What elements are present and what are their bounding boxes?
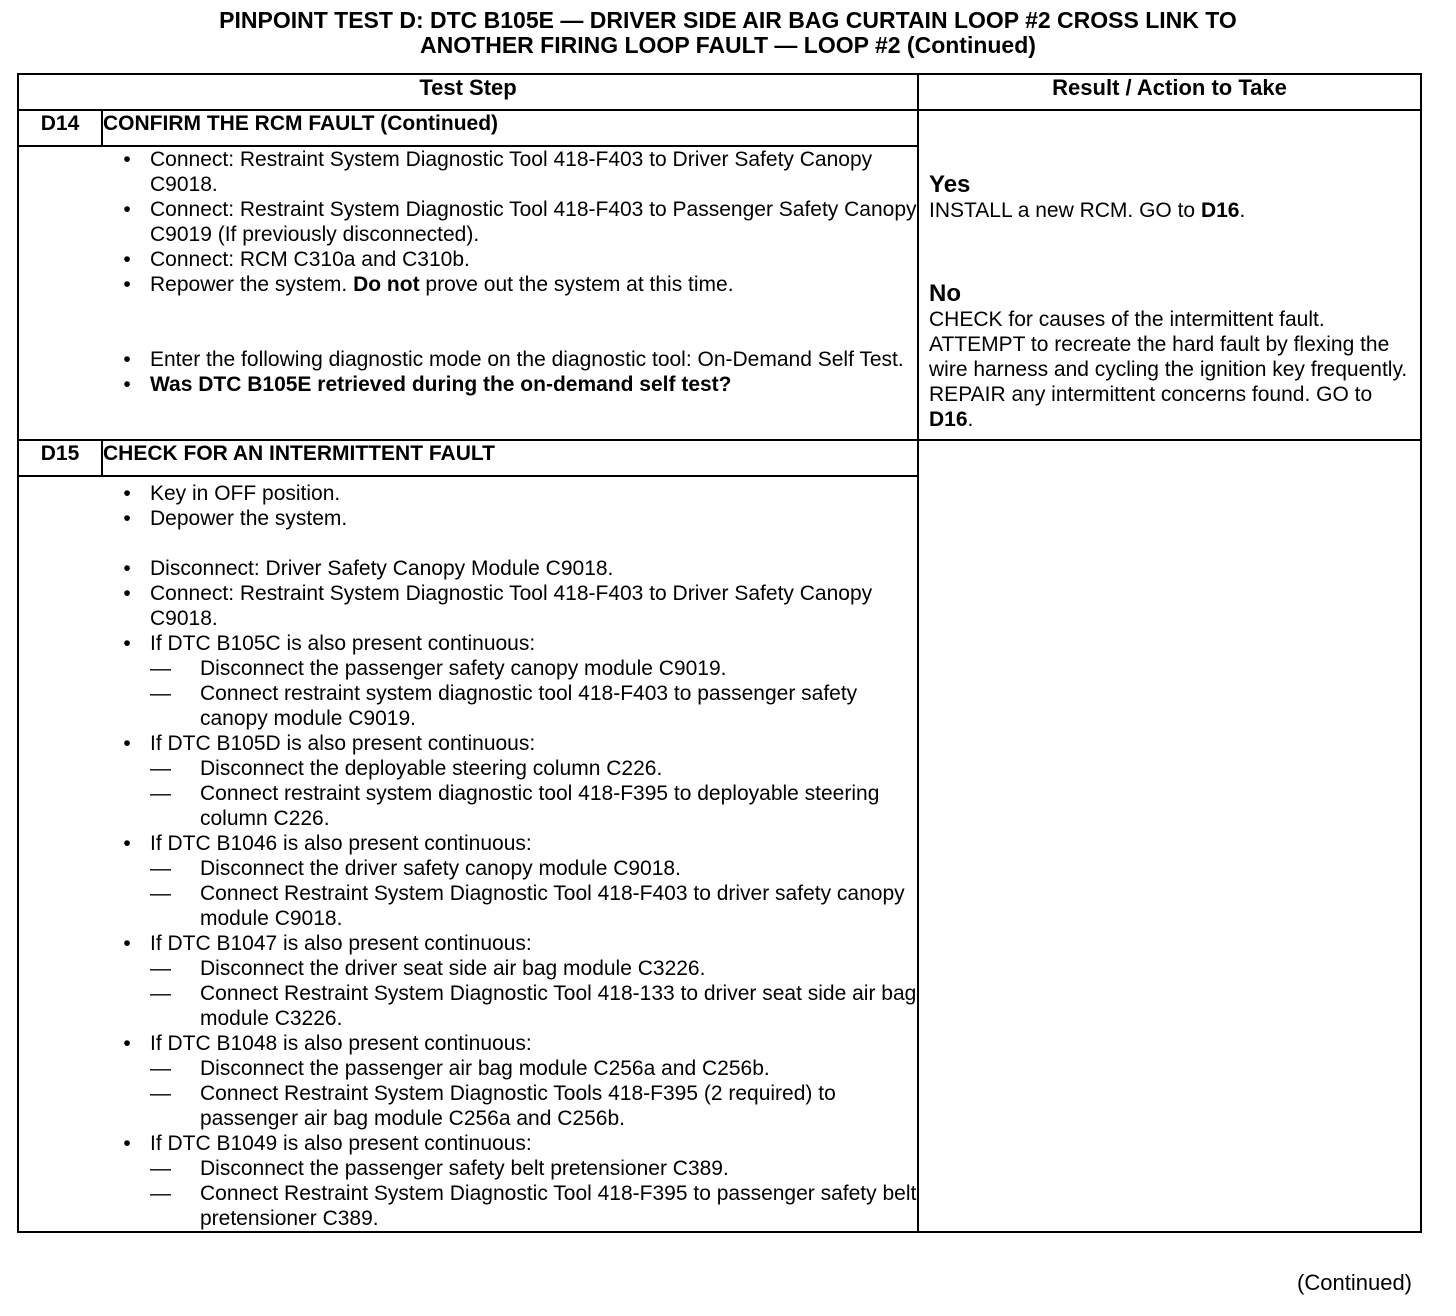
- table-header-row: [18, 74, 1421, 110]
- list-item: • Disconnect: Driver Safety Canopy Module C9018.: [123, 557, 614, 580]
- sub-list-item: — Disconnect the passenger air bag module C256a and C256b.: [150, 1057, 770, 1080]
- no-goto-step: D16: [929, 408, 968, 431]
- step-row-d14: [18, 110, 1421, 146]
- sub-list-item: — Connect restraint system diagnostic tool 418-F403 to passenger safety canopy module C9019.: [150, 682, 858, 730]
- step-title-d14: CONFIRM THE RCM FAULT (Continued): [102, 110, 918, 146]
- step-number-d15: D15: [18, 440, 102, 476]
- pinpoint-test-table: [17, 73, 1422, 1233]
- list-item-condition: • If DTC B105D is also present continuous:: [123, 732, 536, 755]
- list-item: • Repower the system. Do not prove out the system at this time.: [123, 273, 734, 296]
- result-cell-d15: [918, 440, 1421, 1232]
- list-item-condition: • If DTC B1046 is also present continuous:: [123, 832, 532, 855]
- page-title: [0, 8, 1456, 58]
- result-cell-d14: [918, 110, 1421, 440]
- yes-goto-step: D16: [1200, 199, 1240, 222]
- title-line-1: PINPOINT TEST D: DTC B105E — DRIVER SIDE AIR BAG CURTAIN LOOP #2 CROSS LINK TO: [219, 7, 1237, 33]
- list-item: • Key in OFF position.: [123, 482, 341, 505]
- list-item: • Connect: Restraint System Diagnostic Tool 418-F403 to Driver Safety Canopy C9018.: [123, 148, 873, 196]
- list-item: • Connect: Restraint System Diagnostic Tool 418-F403 to Passenger Safety Canopy C9019 (If previously disconnected).: [123, 198, 917, 246]
- title-line-2: ANOTHER FIRING LOOP FAULT — LOOP #2 (Continued): [420, 32, 1036, 58]
- sub-list-item: — Disconnect the passenger safety canopy module C9019.: [150, 657, 727, 680]
- step-row-d15: [18, 440, 1421, 476]
- list-item-question: • Was DTC B105E retrieved during the on-demand self test?: [123, 373, 732, 396]
- sub-list-item: — Disconnect the deployable steering column C226.: [150, 757, 663, 780]
- list-item: • Connect: RCM C310a and C310b.: [123, 248, 470, 271]
- list-item: • Depower the system.: [123, 507, 348, 530]
- list-item-condition: • If DTC B1049 is also present continuous:: [123, 1132, 532, 1155]
- step-title-d15: CHECK FOR AN INTERMITTENT FAULT: [102, 440, 918, 476]
- no-action: CHECK for causes of the intermittent fault. ATTEMPT to recreate the hard fault by flexing the wire harness and cycling the ignition key frequently. REPAIR any intermittent concerns found. GO to D16.: [929, 308, 1408, 431]
- step-number-d14: D14: [18, 110, 102, 146]
- yes-label: Yes: [929, 171, 971, 198]
- step-body-d15: [18, 476, 918, 1232]
- no-label: No: [929, 280, 962, 307]
- list-item-condition: • If DTC B105C is also present continuous:: [123, 632, 536, 655]
- sub-list-item: — Connect Restraint System Diagnostic Tools 418-F395 (2 required) to passenger air bag module C256a and C256b.: [150, 1082, 836, 1130]
- sub-list-item: — Connect restraint system diagnostic tool 418-F395 to deployable steering column C226.: [150, 782, 880, 830]
- sub-list-item: — Connect Restraint System Diagnostic Tool 418-133 to driver seat side air bag module C3226.: [150, 982, 917, 1030]
- continued-note: (Continued): [1297, 1270, 1412, 1295]
- sub-list-item: — Connect Restraint System Diagnostic Tool 418-F395 to passenger safety belt pretensioner C389.: [150, 1182, 917, 1230]
- list-item-condition: • If DTC B1048 is also present continuous:: [123, 1032, 532, 1055]
- sub-list-item: — Connect Restraint System Diagnostic Tool 418-F403 to driver safety canopy module C9018.: [150, 882, 905, 930]
- sub-list-item: — Disconnect the driver seat side air bag module C3226.: [150, 957, 706, 980]
- step-body-d14: [18, 146, 918, 440]
- list-item: • Connect: Restraint System Diagnostic Tool 418-F403 to Driver Safety Canopy C9018.: [123, 582, 873, 630]
- sub-list-item: — Disconnect the driver safety canopy module C9018.: [150, 857, 681, 880]
- yes-action: INSTALL a new RCM. GO to D16.: [929, 199, 1246, 222]
- header-result-action: Result / Action to Take: [918, 74, 1421, 110]
- list-item: • Enter the following diagnostic mode on the diagnostic tool: On-Demand Self Test.: [123, 348, 904, 371]
- sub-list-item: — Disconnect the passenger safety belt pretensioner C389.: [150, 1157, 729, 1180]
- header-test-step: Test Step: [18, 74, 918, 110]
- list-item-condition: • If DTC B1047 is also present continuous:: [123, 932, 532, 955]
